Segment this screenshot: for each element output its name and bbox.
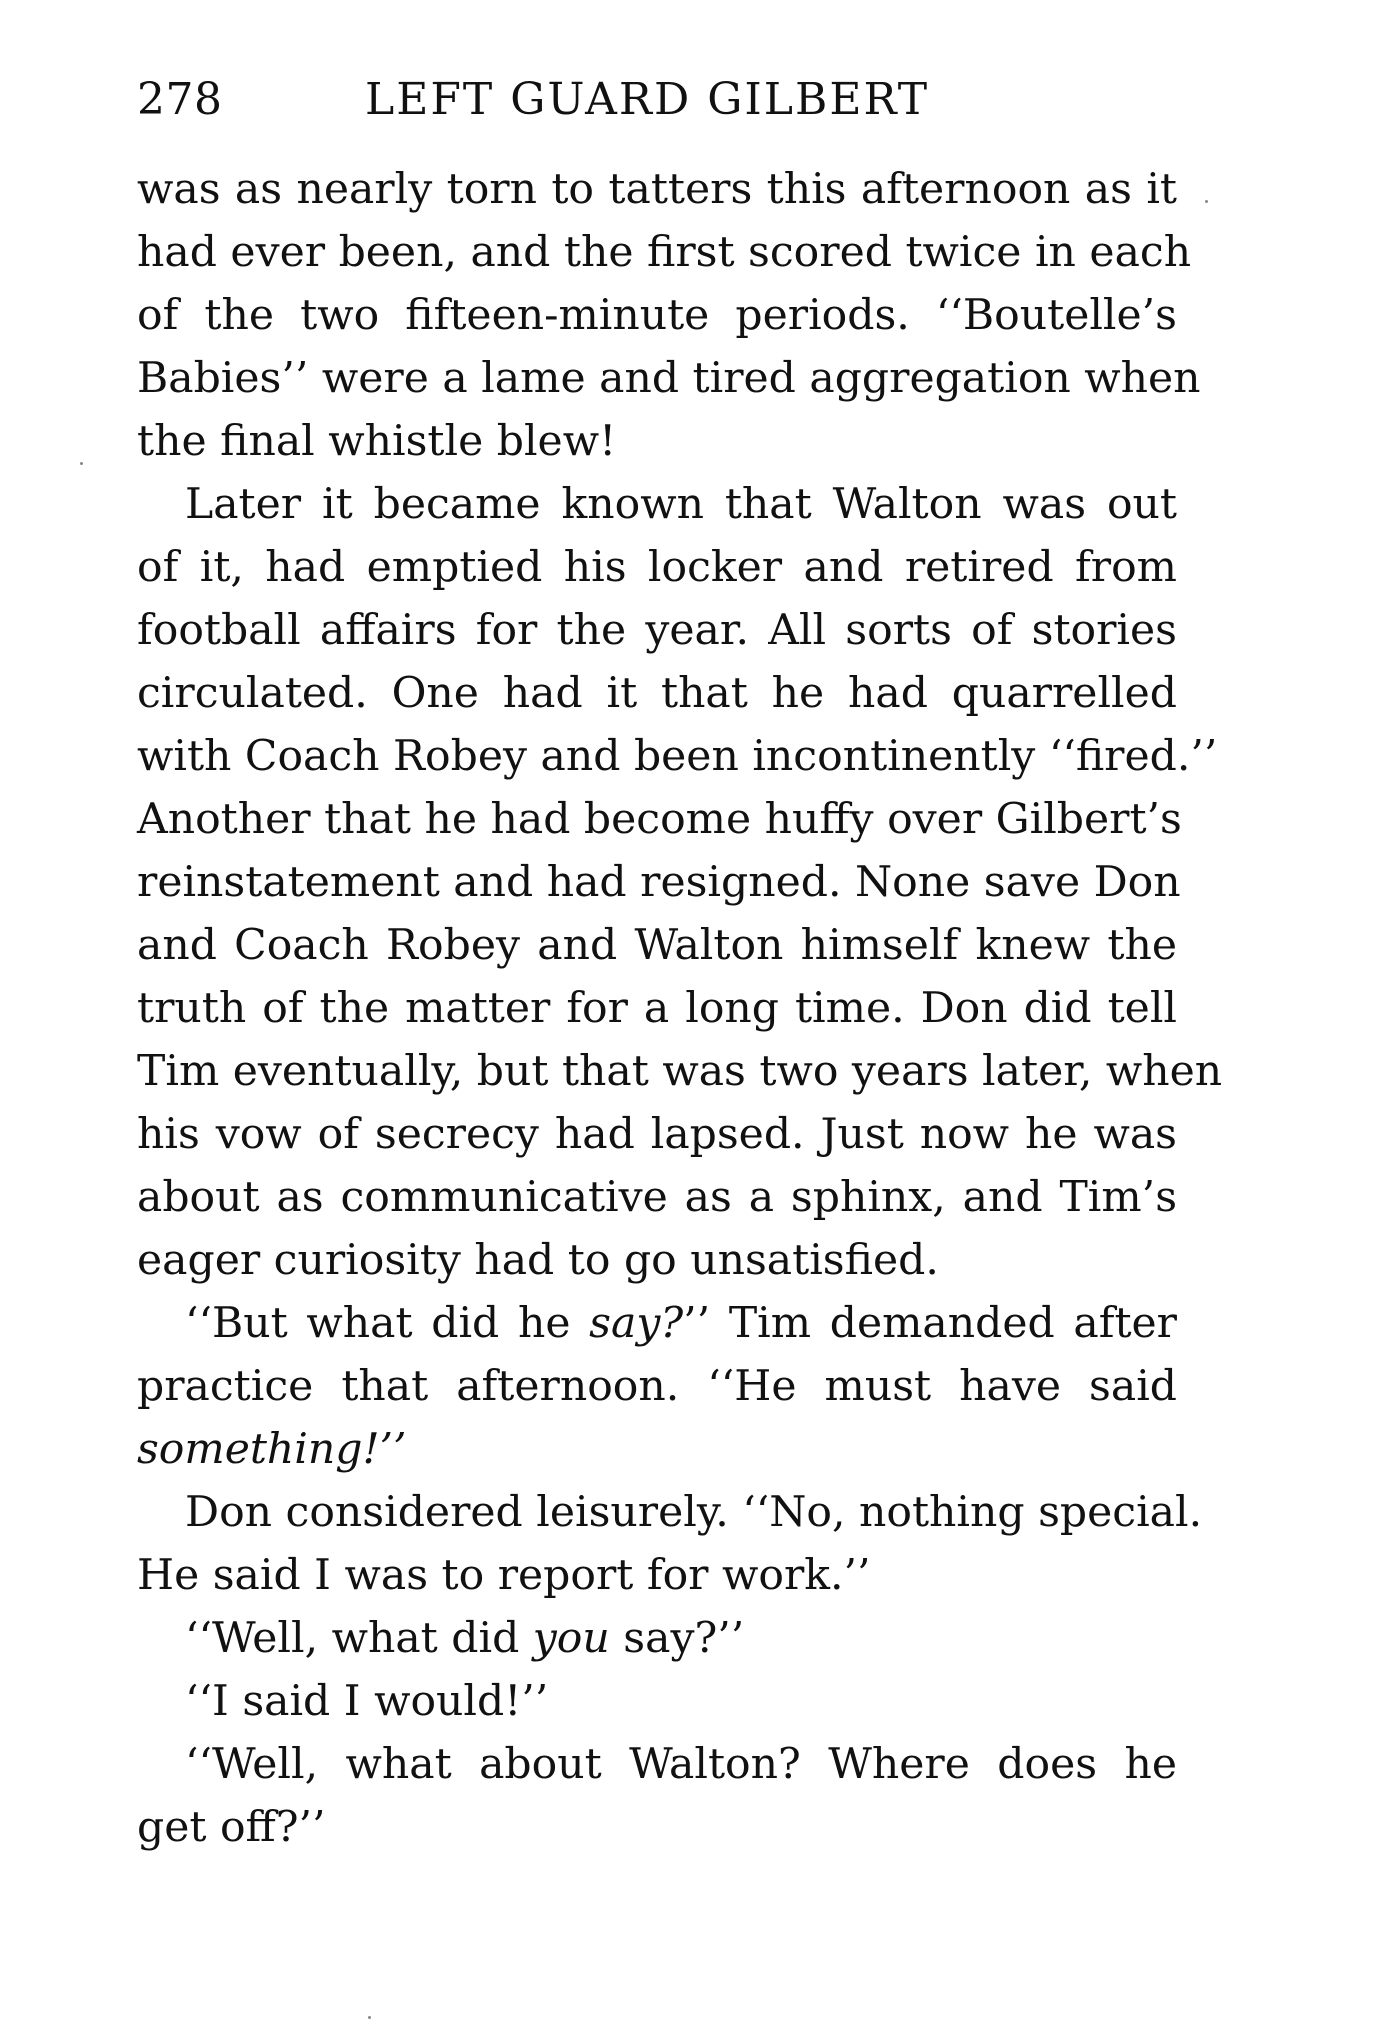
page-number: 278 <box>137 74 223 125</box>
text-line: truth of the matter for a long time. Don did tell <box>137 984 1177 1033</box>
paper-speck <box>1205 200 1208 203</box>
text-line: practice that afternoon. ‘‘He must have said <box>137 1362 1177 1411</box>
text-line: eager curiosity had to go unsatisfied. <box>137 1236 939 1285</box>
paper-speck <box>368 2016 371 2019</box>
italic-word: say? <box>589 1299 684 1348</box>
text-line: ‘‘Well, what about Walton? Where does he <box>185 1740 1177 1789</box>
running-head <box>137 70 1177 130</box>
text-line: get off?’’ <box>137 1803 326 1852</box>
text-line: and Coach Robey and Walton himself knew the <box>137 921 1177 970</box>
italic-word: something!’’ <box>137 1425 407 1474</box>
text-line: Tim eventually, but that was two years later, when <box>137 1047 1223 1096</box>
text-line: of the two fifteen-minute periods. ‘‘Boutelle’s <box>137 291 1177 340</box>
text-line: circulated. One had it that he had quarrelled <box>137 669 1177 718</box>
italic-word: you <box>532 1614 610 1663</box>
text-line: his vow of secrecy had lapsed. Just now he was <box>137 1110 1177 1159</box>
text-line: reinstatement and had resigned. None save Don <box>137 858 1181 907</box>
text-line <box>137 1418 1177 1481</box>
text-line: Another that he had become huffy over Gilbert’s <box>137 795 1182 844</box>
text-line: He said I was to report for work.’’ <box>137 1551 871 1600</box>
text-line: had ever been, and the first scored twice in each <box>137 228 1192 277</box>
text-line: the final whistle blew! <box>137 417 617 466</box>
text-line: ‘‘Well, what did you say?’’ <box>185 1614 745 1663</box>
running-title: LEFT GUARD GILBERT <box>365 74 930 125</box>
text-line: with Coach Robey and been incontinently ‘‘fired.’’ <box>137 732 1218 781</box>
paper-speck <box>80 462 83 465</box>
text-line: football affairs for the year. All sorts of stories <box>137 606 1177 655</box>
text-line: Later it became known that Walton was out <box>185 480 1177 529</box>
text-line: Don considered leisurely. ‘‘No, nothing special. <box>185 1488 1203 1537</box>
text-line: ‘‘I said I would!’’ <box>185 1677 549 1726</box>
text-line: about as communicative as a sphinx, and Tim’s <box>137 1173 1177 1222</box>
text-line: Babies’’ were a lame and tired aggregation when <box>137 354 1201 403</box>
body-text <box>137 158 1223 1859</box>
text-line: of it, had emptied his locker and retired from <box>137 543 1177 592</box>
text-line: was as nearly torn to tatters this afternoon as it <box>137 165 1177 214</box>
text-line: ‘‘But what did he say?’’ Tim demanded after <box>185 1299 1177 1348</box>
